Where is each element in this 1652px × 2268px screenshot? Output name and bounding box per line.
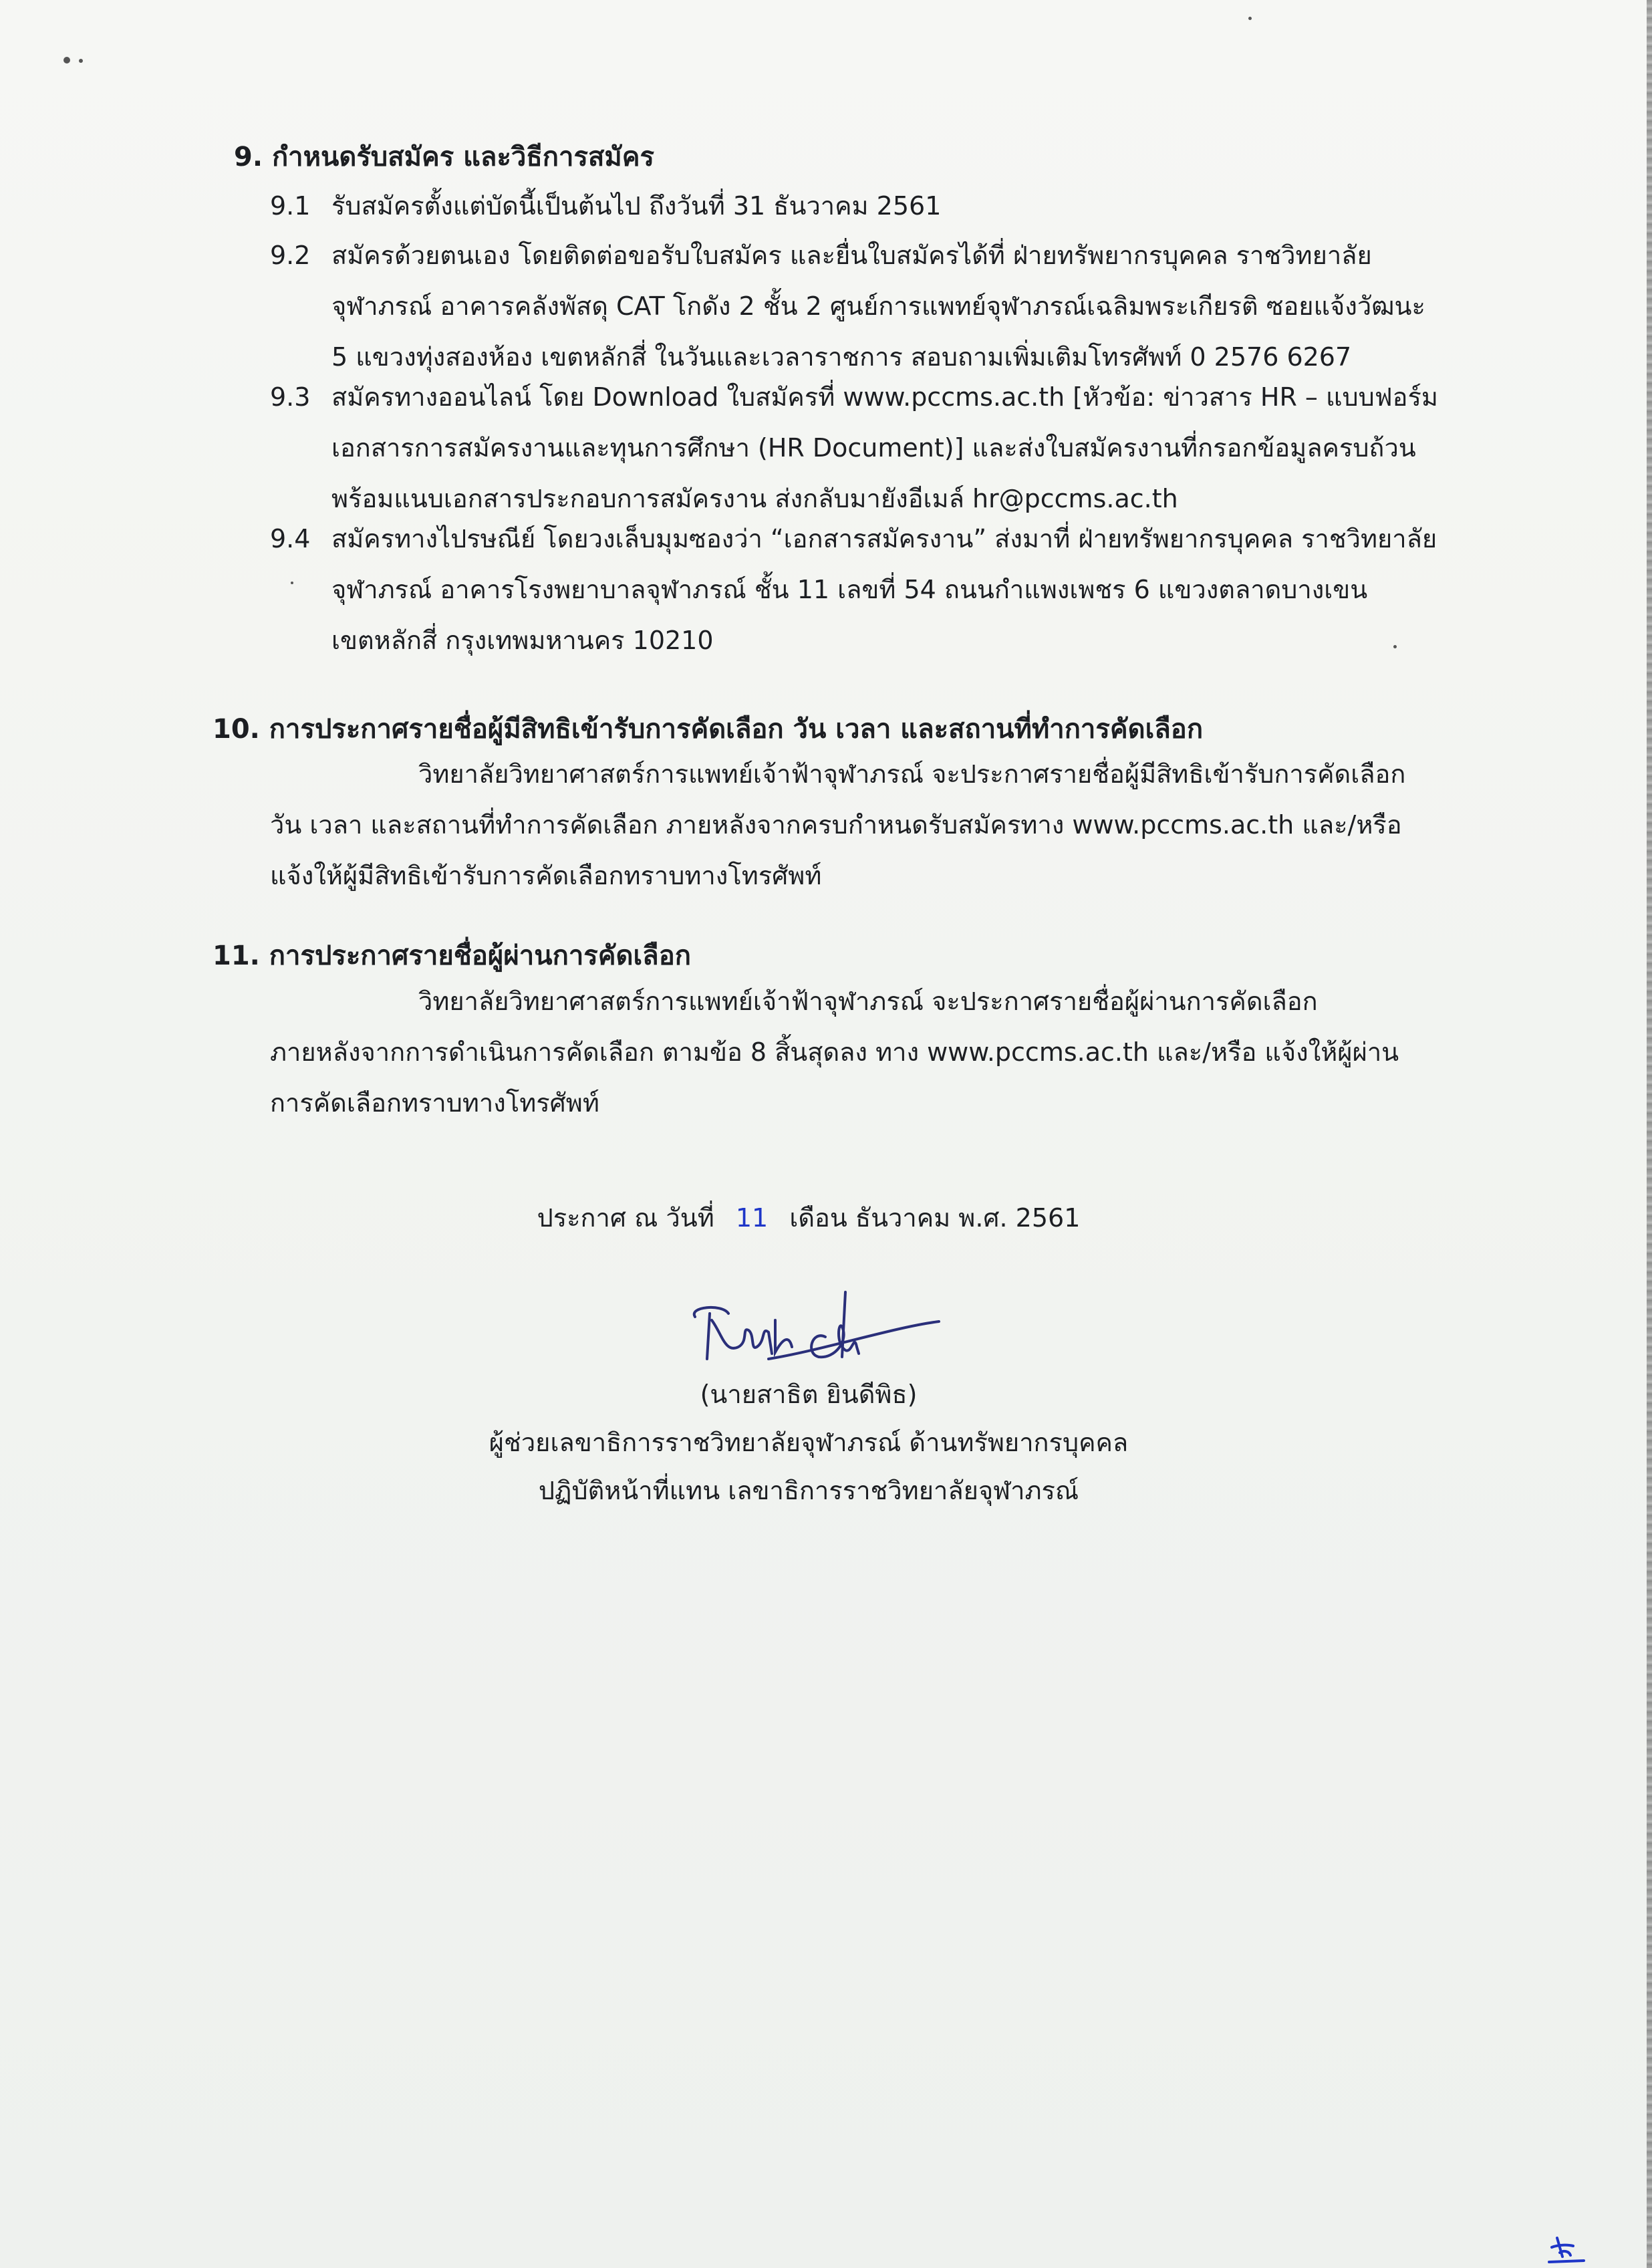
section-10-paragraph [270, 749, 1453, 901]
text-line: ภายหลังจากการดำเนินการคัดเลือก ตามข้อ 8 สิ้นสุดลง ทาง www.pccms.ac.th และ/หรือ แจ้งให้ผู้ผ่าน [270, 1037, 1399, 1067]
initial-mark-icon [1544, 2233, 1591, 2266]
item-number: 9.4 [270, 524, 311, 553]
item-text [331, 513, 1454, 666]
signatory-title: ผู้ช่วยเลขาธิการราชวิทยาลัยจุฬาภรณ์ ด้านทรัพยากรบุคคล [489, 1428, 1129, 1457]
signatory-title: ปฏิบัติหน้าที่แทน เลขาธิการราชวิทยาลัยจุฬาภรณ์ [538, 1476, 1079, 1505]
text-line: สมัครทางไปรษณีย์ โดยวงเล็บมุมซองว่า “เอกสารสมัครงาน” ส่งมาที่ ฝ่ายทรัพยากรบุคคล ราชวิทยาลัย [331, 524, 1437, 553]
signatory-name: (นายสาธิต ยินดีพิธ) [700, 1380, 918, 1409]
item-number: 9.1 [270, 191, 311, 221]
announcement-date [401, 1194, 1216, 1242]
date-day: 11 [735, 1203, 769, 1233]
text-line: สมัครด้วยตนเอง โดยติดต่อขอรับใบสมัคร และยื่นใบสมัครได้ที่ ฝ่ายทรัพยากรบุคคล ราชวิทยาลัย [331, 241, 1372, 270]
item-number: 9.2 [270, 241, 311, 270]
text-line: การคัดเลือกทราบทางโทรศัพท์ [270, 1088, 599, 1118]
scan-speck [79, 59, 83, 63]
text-line: เอกสารการสมัครงานและทุนการศึกษา (HR Document)] และส่งใบสมัครงานที่กรอกข้อมูลครบถ้วน [331, 433, 1416, 463]
text-line: 5 แขวงทุ่งสองห้อง เขตหลักสี่ ในวันและเวลาราชการ สอบถามเพิ่มเติมโทรศัพท์ 0 2576 6267 [331, 342, 1352, 372]
signatory-block [401, 1370, 1216, 1515]
text-line: วัน เวลา และสถานที่ทำการคัดเลือก ภายหลังจากครบกำหนดรับสมัครทาง www.pccms.ac.th และ/หรือ [270, 810, 1402, 840]
date-suffix: เดือน ธันวาคม พ.ศ. 2561 [789, 1203, 1081, 1233]
text-line: พร้อมแนบเอกสารประกอบการสมัครงาน ส่งกลับมายังอีเมล์ hr@pccms.ac.th [331, 484, 1178, 513]
text-line: วิทยาลัยวิทยาศาสตร์การแพทย์เจ้าฟ้าจุฬาภรณ์ จะประกาศรายชื่อผู้ผ่านการคัดเลือก [418, 987, 1318, 1016]
signature-icon [675, 1280, 956, 1380]
scan-edge [1647, 0, 1652, 2268]
scan-speck [1248, 17, 1252, 20]
date-prefix: ประกาศ ณ วันที่ [537, 1203, 714, 1233]
item-number: 9.3 [270, 382, 311, 412]
section-10-heading: 10. การประกาศรายชื่อผู้มีสิทธิเข้ารับการคัดเลือก วัน เวลา และสถานที่ทำการคัดเลือก [213, 714, 1204, 745]
section-11-heading: 11. การประกาศรายชื่อผู้ผ่านการคัดเลือก [213, 940, 691, 971]
section-9-heading: 9. กำหนดรับสมัคร และวิธีการสมัคร [234, 142, 654, 172]
item-text [331, 372, 1454, 524]
text-line: จุฬาภรณ์ อาคารคลังพัสดุ CAT โกดัง 2 ชั้น 2 ศูนย์การแพทย์จุฬาภรณ์เฉลิมพระเกียรติ ซอยแจ้งวัฒนะ [331, 291, 1425, 321]
item-text [331, 230, 1454, 382]
scan-speck [291, 582, 293, 584]
text-line: รับสมัครตั้งแต่บัดนี้เป็นต้นไป ถึงวันที่ 31 ธันวาคม 2561 [331, 191, 942, 221]
text-line: แจ้งให้ผู้มีสิทธิเข้ารับการคัดเลือกทราบทางโทรศัพท์ [270, 861, 822, 890]
section-11-paragraph [270, 976, 1453, 1128]
item-text [331, 180, 1454, 231]
text-line: เขตหลักสี่ กรุงเทพมหานคร 10210 [331, 626, 714, 655]
text-line: จุฬาภรณ์ อาคารโรงพยาบาลจุฬาภรณ์ ชั้น 11 เลขที่ 54 ถนนกำแพงเพชร 6 แขวงตลาดบางเขน [331, 575, 1368, 604]
text-line: วิทยาลัยวิทยาศาสตร์การแพทย์เจ้าฟ้าจุฬาภรณ์ จะประกาศรายชื่อผู้มีสิทธิเข้ารับการคัดเลือก [418, 759, 1406, 789]
scan-speck [63, 57, 70, 64]
text-line: สมัครทางออนไลน์ โดย Download ใบสมัครที่ www.pccms.ac.th [หัวข้อ: ข่าวสาร HR – แบบฟอร์ม [331, 382, 1438, 412]
